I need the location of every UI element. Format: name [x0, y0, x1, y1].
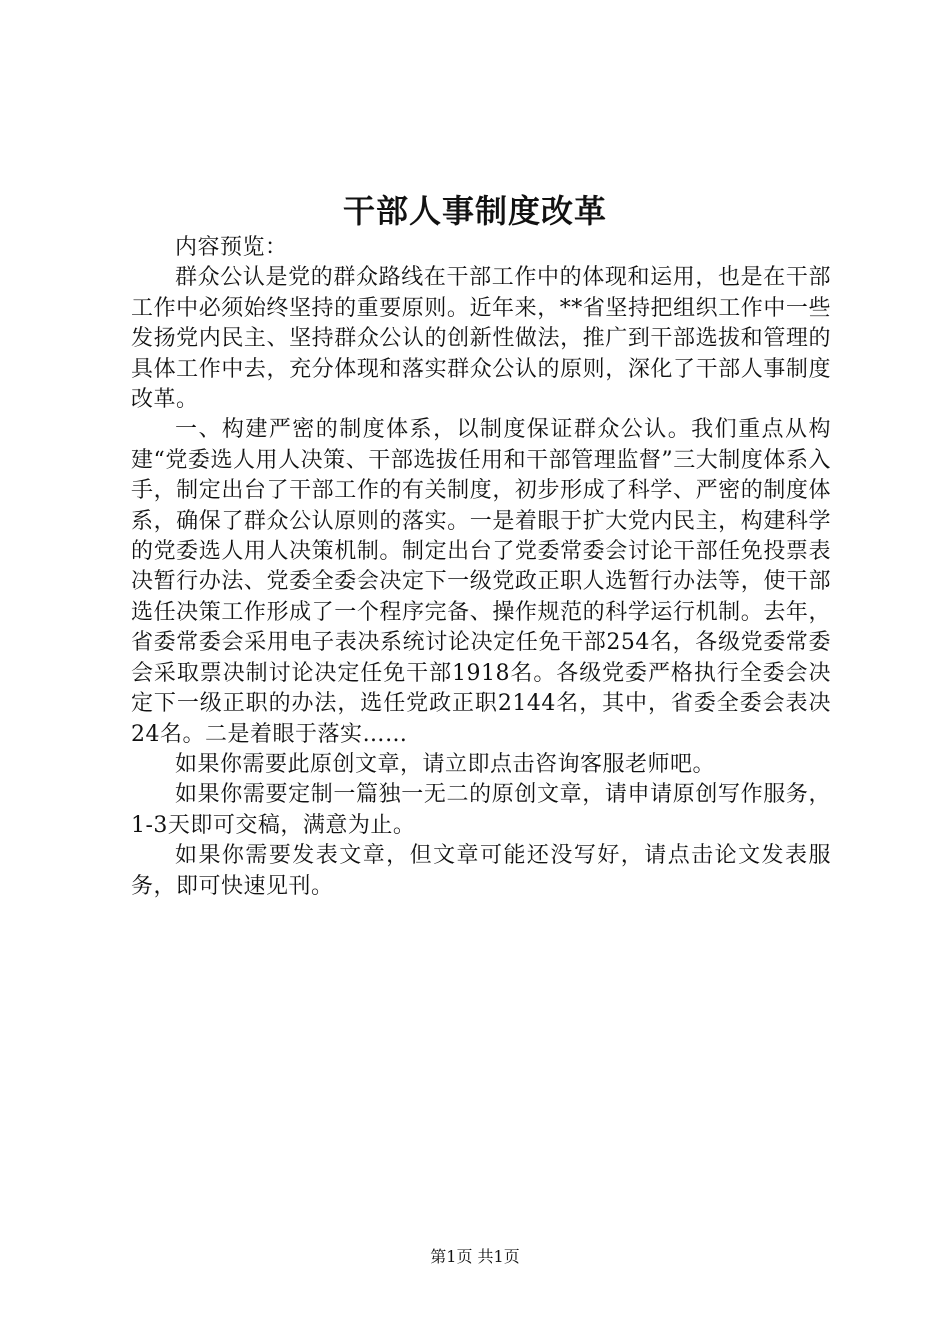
paragraph-publishing-service[interactable]: 如果你需要发表文章，但文章可能还没写好，请点击论文发表服务，即可快速见刊。	[131, 843, 831, 899]
document-body	[131, 233, 831, 902]
page-number-footer: 第1页 共1页	[430, 1247, 520, 1266]
paragraph-section-one: 一、构建严密的制度体系，以制度保证群众公认。我们重点从构建“党委选人用人决策、干部选拔任用和干部管理监督”三大制度体系入手，制定出台了干部工作的有关制度，初步形成了科学、严密的制度体系，确保了群众公认原则的落实。一是着眼于扩大党内民主，构建科学的党委选人用人决策机制。制定出台了党委常委会讨论干部任免投票表决暂行办法、党委全委会决定下一级党政正职人选暂行办法等，使干部选任决策工作形成了一个程序完备、操作规范的科学运行机制。去年，省委常委会采用电子表决系统讨论决定任免干部254名，各级党委常委会采取票决制讨论决定任免干部1918名。各级党委严格执行全委会决定下一级正职的办法，选任党政正职2144名，其中，省委全委会表决24名。二是着眼于落实……	[131, 417, 831, 747]
paragraph-contact-service[interactable]: 如果你需要此原创文章，请立即点击咨询客服老师吧。	[175, 751, 716, 777]
paragraph-custom-writing[interactable]: 如果你需要定制一篇独一无二的原创文章，请申请原创写作服务，1-3天即可交稿，满意为止。	[131, 782, 831, 838]
document-title: 干部人事制度改革	[342, 192, 607, 230]
paragraph-intro: 群众公认是党的群众路线在干部工作中的体现和运用，也是在干部工作中必须始终坚持的重要原则。近年来，**省坚持把组织工作中一些发扬党内民主、坚持群众公认的创新性做法，推广到干部选拔和管理的具体工作中去，充分体现和落实群众公认的原则，深化了干部人事制度改革。	[131, 265, 831, 413]
preview-label: 内容预览：	[175, 235, 288, 260]
